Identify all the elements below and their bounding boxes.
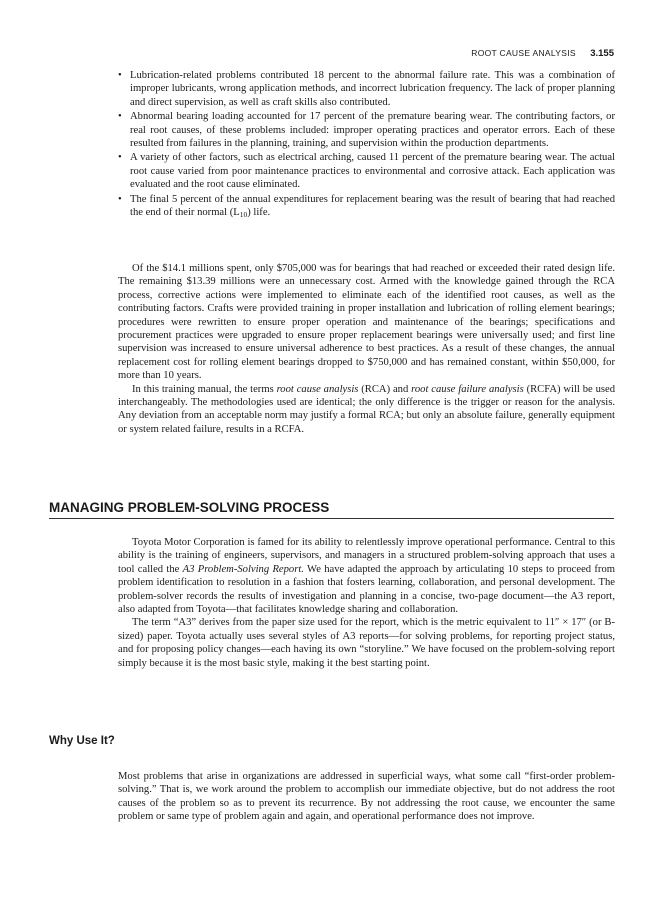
bullet-marker: • <box>118 111 122 123</box>
list-item <box>118 193 615 222</box>
bullet-marker: • <box>118 193 122 205</box>
paragraph: Most problems that arise in organizations are addressed in superficial ways, what some call “first-order problem-solving.” That is, we work around the problem to accomplish our immediate objective, but do not address the root causes of the problem so as to prevent its recurrence. By not addressing the root cause, we encounter the same problem or same type of problem again and again, and operational performance does not improve. <box>118 771 615 823</box>
rca-summary <box>118 262 615 436</box>
paragraph: The term “A3” derives from the paper size used for the report, which is the metric equivalent to 11″ × 17″ (or B-sized) paper. Toyota actually uses several styles of A3 reports—for solving problems, for reporting project status, and for proposing policy changes—each having its own “storyline.” We have focused on the problem-solving report simply because it is the most basic style, making it the best starting point. <box>118 617 615 669</box>
section-heading: MANAGING PROBLEM-SOLVING PROCESS <box>49 500 614 519</box>
section-body <box>118 536 615 670</box>
bullet-marker: • <box>118 70 122 81</box>
report-title: A3 Problem-Solving Report. <box>182 563 304 575</box>
bullet-text: The final 5 percent of the annual expenditures for replacement bearing was the result of bearing that had reached the end of their normal $(L_{10})$ life. <box>130 193 615 220</box>
subsection-heading: Why Use It? <box>49 735 115 747</box>
list-item <box>118 69 615 109</box>
bullet-text: Abnormal bearing loading accounted for 17 percent of the premature bearing wear. The contributing factors, or real root causes, of these problems included: improper operating practices and operator errors. Each of these resulted from failures in the planning, training, and supervision within the production departments. <box>130 111 615 150</box>
subscript: 10 <box>239 210 248 220</box>
paragraph: Toyota Motor Corporation is famed for its ability to relentlessly improve operational performance. Central to this ability is the training of engineers, supervisors, and managers in a structured problem-solving approach that uses a tool called the A3 Problem-Solving Report. We have adapted the approach by articulating 10 steps to proceed from problem identification to resolution in a fashion that fosters learning, collaboration, and personal development. The problem-solver records the results of investigation and planning in a concise, two-page document—the A3 report, also adapted from Toyota—that facilitates knowledge sharing and collaboration. <box>118 537 615 616</box>
page-number: 3.155 <box>590 48 614 59</box>
list-item <box>118 110 615 150</box>
paragraph: In this training manual, the terms root cause analysis (RCA) and root cause failure analysis (RCFA) will be used interchangeably. The methodologies used are identical; the only difference is the trigger or reason for the analysis. Any deviation from an acceptable norm may justify a formal RCA; but only an absolute failure, generally equipment or system related failure, results in a RCFA. <box>118 383 615 435</box>
running-head <box>0 48 614 59</box>
term-rca: root cause analysis <box>276 383 359 395</box>
bullet-marker: • <box>118 152 122 164</box>
paragraph: Of the $14.1 millions spent, only $705,000 was for bearings that had reached or exceeded their rated design life. The remaining $13.39 millions were an unnecessary cost. Armed with the knowledge gained through the RCA process, corrective actions were implemented to eliminate each of the identified root causes, as well as the contributing factors. Crafts were provided training in proper installation and lubrication of rolling element bearings; procedures were rewritten to ensure proper operation and maintenance of the bearings; specifications and procurement practices were upgraded to ensure proper replacement bearings were universally used; and first line supervision was increased to ensure universal adherence to best practices. As a result of these changes, the annual replacement cost for rolling element bearings dropped to $750,000 and has remained constant, within $50,000, for more than 10 years. <box>118 263 615 382</box>
bullet-list <box>118 69 615 222</box>
term-rcfa: root cause failure analysis <box>411 383 524 395</box>
subsection-body <box>118 770 615 824</box>
bullet-text: A variety of other factors, such as electrical arching, caused 11 percent of the premature bearing wear. The actual root cause varied from poor maintenance practices to environmental and corrosive attack. Each application was evaluated and the root cause eliminated. <box>130 152 615 191</box>
bullet-text: Lubrication-related problems contributed 18 percent to the abnormal failure rate. This was a combination of improper lubricants, wrong application methods, and incorrect lubrication frequency. The lack of proper planning and direct supervision, as well as craft skills also contributed. <box>130 70 615 108</box>
list-item <box>118 151 615 191</box>
running-head-title: ROOT CAUSE ANALYSIS <box>471 48 576 58</box>
